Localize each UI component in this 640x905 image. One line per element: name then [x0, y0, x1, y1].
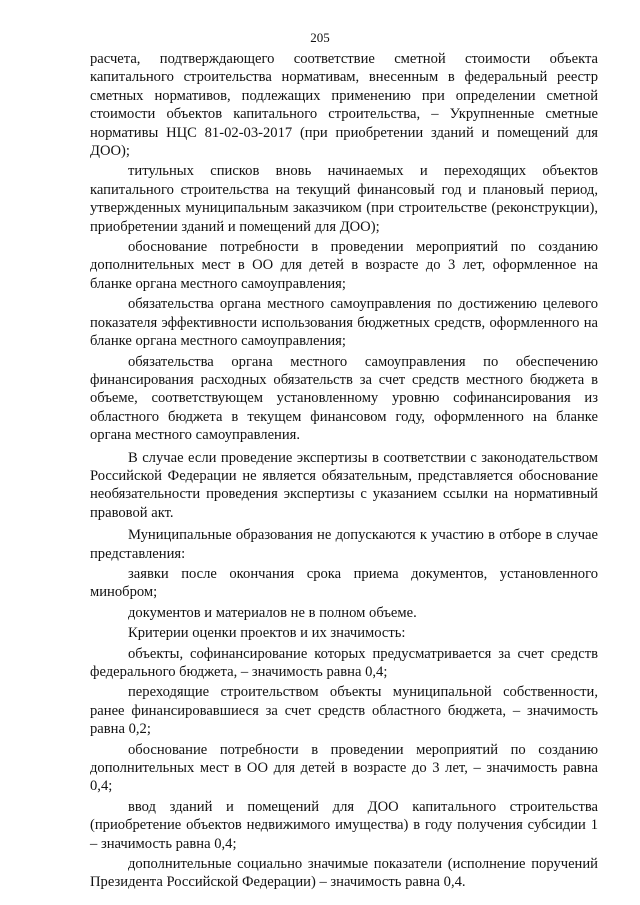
paragraph: заявки после окончания срока приема документов, установленного минобром; [90, 565, 598, 601]
paragraph: В случае если проведение экспертизы в соответствии с законодательством Российской Федерации не является обязательным, представляется обоснование необязательности проведения экспертизы с указанием ссылки на нормативный правовой акт. [90, 449, 598, 521]
document-body [90, 50, 598, 894]
page-number: 205 [310, 30, 330, 45]
paragraph: обоснование потребности в проведении мероприятий по созданию дополнительных мест в ОО для детей в возрасте до 3 лет, оформленное на бланке органа местного самоуправления; [90, 239, 598, 292]
paragraph: обязательства органа местного самоуправления по обеспечению финансирования расходных обязательств за счет средств местного бюджета в объеме, соответствующем установленному уровню софинансирования из областного бюджета в текущем финансовом году, оформленного на бланке органа местного самоуправления. [90, 353, 598, 444]
paragraph: титульных списков вновь начинаемых и переходящих объектов капитального строительства на текущий финансовый год и плановый период, утвержденных муниципальным заказчиком (при строительстве (реконструкции), приобретении зданий и помещений для ДОО); [90, 163, 598, 235]
paragraph: переходящие строительством объекты муниципальной собственности, ранее финансировавшиеся за счет средств областного бюджета, – значимость равна 0,2; [90, 684, 598, 738]
paragraph: ввод зданий и помещений для ДОО капитального строительства (приобретение объектов недвижимого имущества) в году получения субсидии 1 – значимость равна 0,4; [90, 798, 598, 852]
paragraph: обязательства органа местного самоуправления по достижению целевого показателя эффективности использования бюджетных средств, оформленного на бланке органа местного самоуправления; [90, 296, 598, 350]
paragraph: документов и материалов не в полном объеме. [128, 604, 417, 621]
paragraph: дополнительные социально значимые показатели (исполнение поручений Президента Российской Федерации) – значимость равна 0,4. [90, 856, 598, 891]
paragraph: Муниципальные образования не допускаются к участию в отборе в случае представления: [90, 527, 598, 562]
paragraph: Критерии оценки проектов и их значимость: [128, 625, 406, 642]
paragraph: объекты, софинансирование которых предусматривается за счет средств федерального бюджета, – значимость равна 0,4; [90, 645, 598, 680]
paragraph: обоснование потребности в проведении мероприятий по созданию дополнительных мест в ОО для детей в возрасте до 3 лет, – значимость равна 0,4; [90, 741, 598, 795]
paragraph: расчета, подтверждающего соответствие сметной стоимости объекта капитального строительства нормативам, внесенным в федеральный реестр сметных нормативов, подлежащих применению при определении сметной стоимости объектов капитального строительства, – Укрупненные сметные нормативы НЦС 81-02-03-2017 (при приобретении зданий и помещений для ДОО); [90, 51, 598, 160]
